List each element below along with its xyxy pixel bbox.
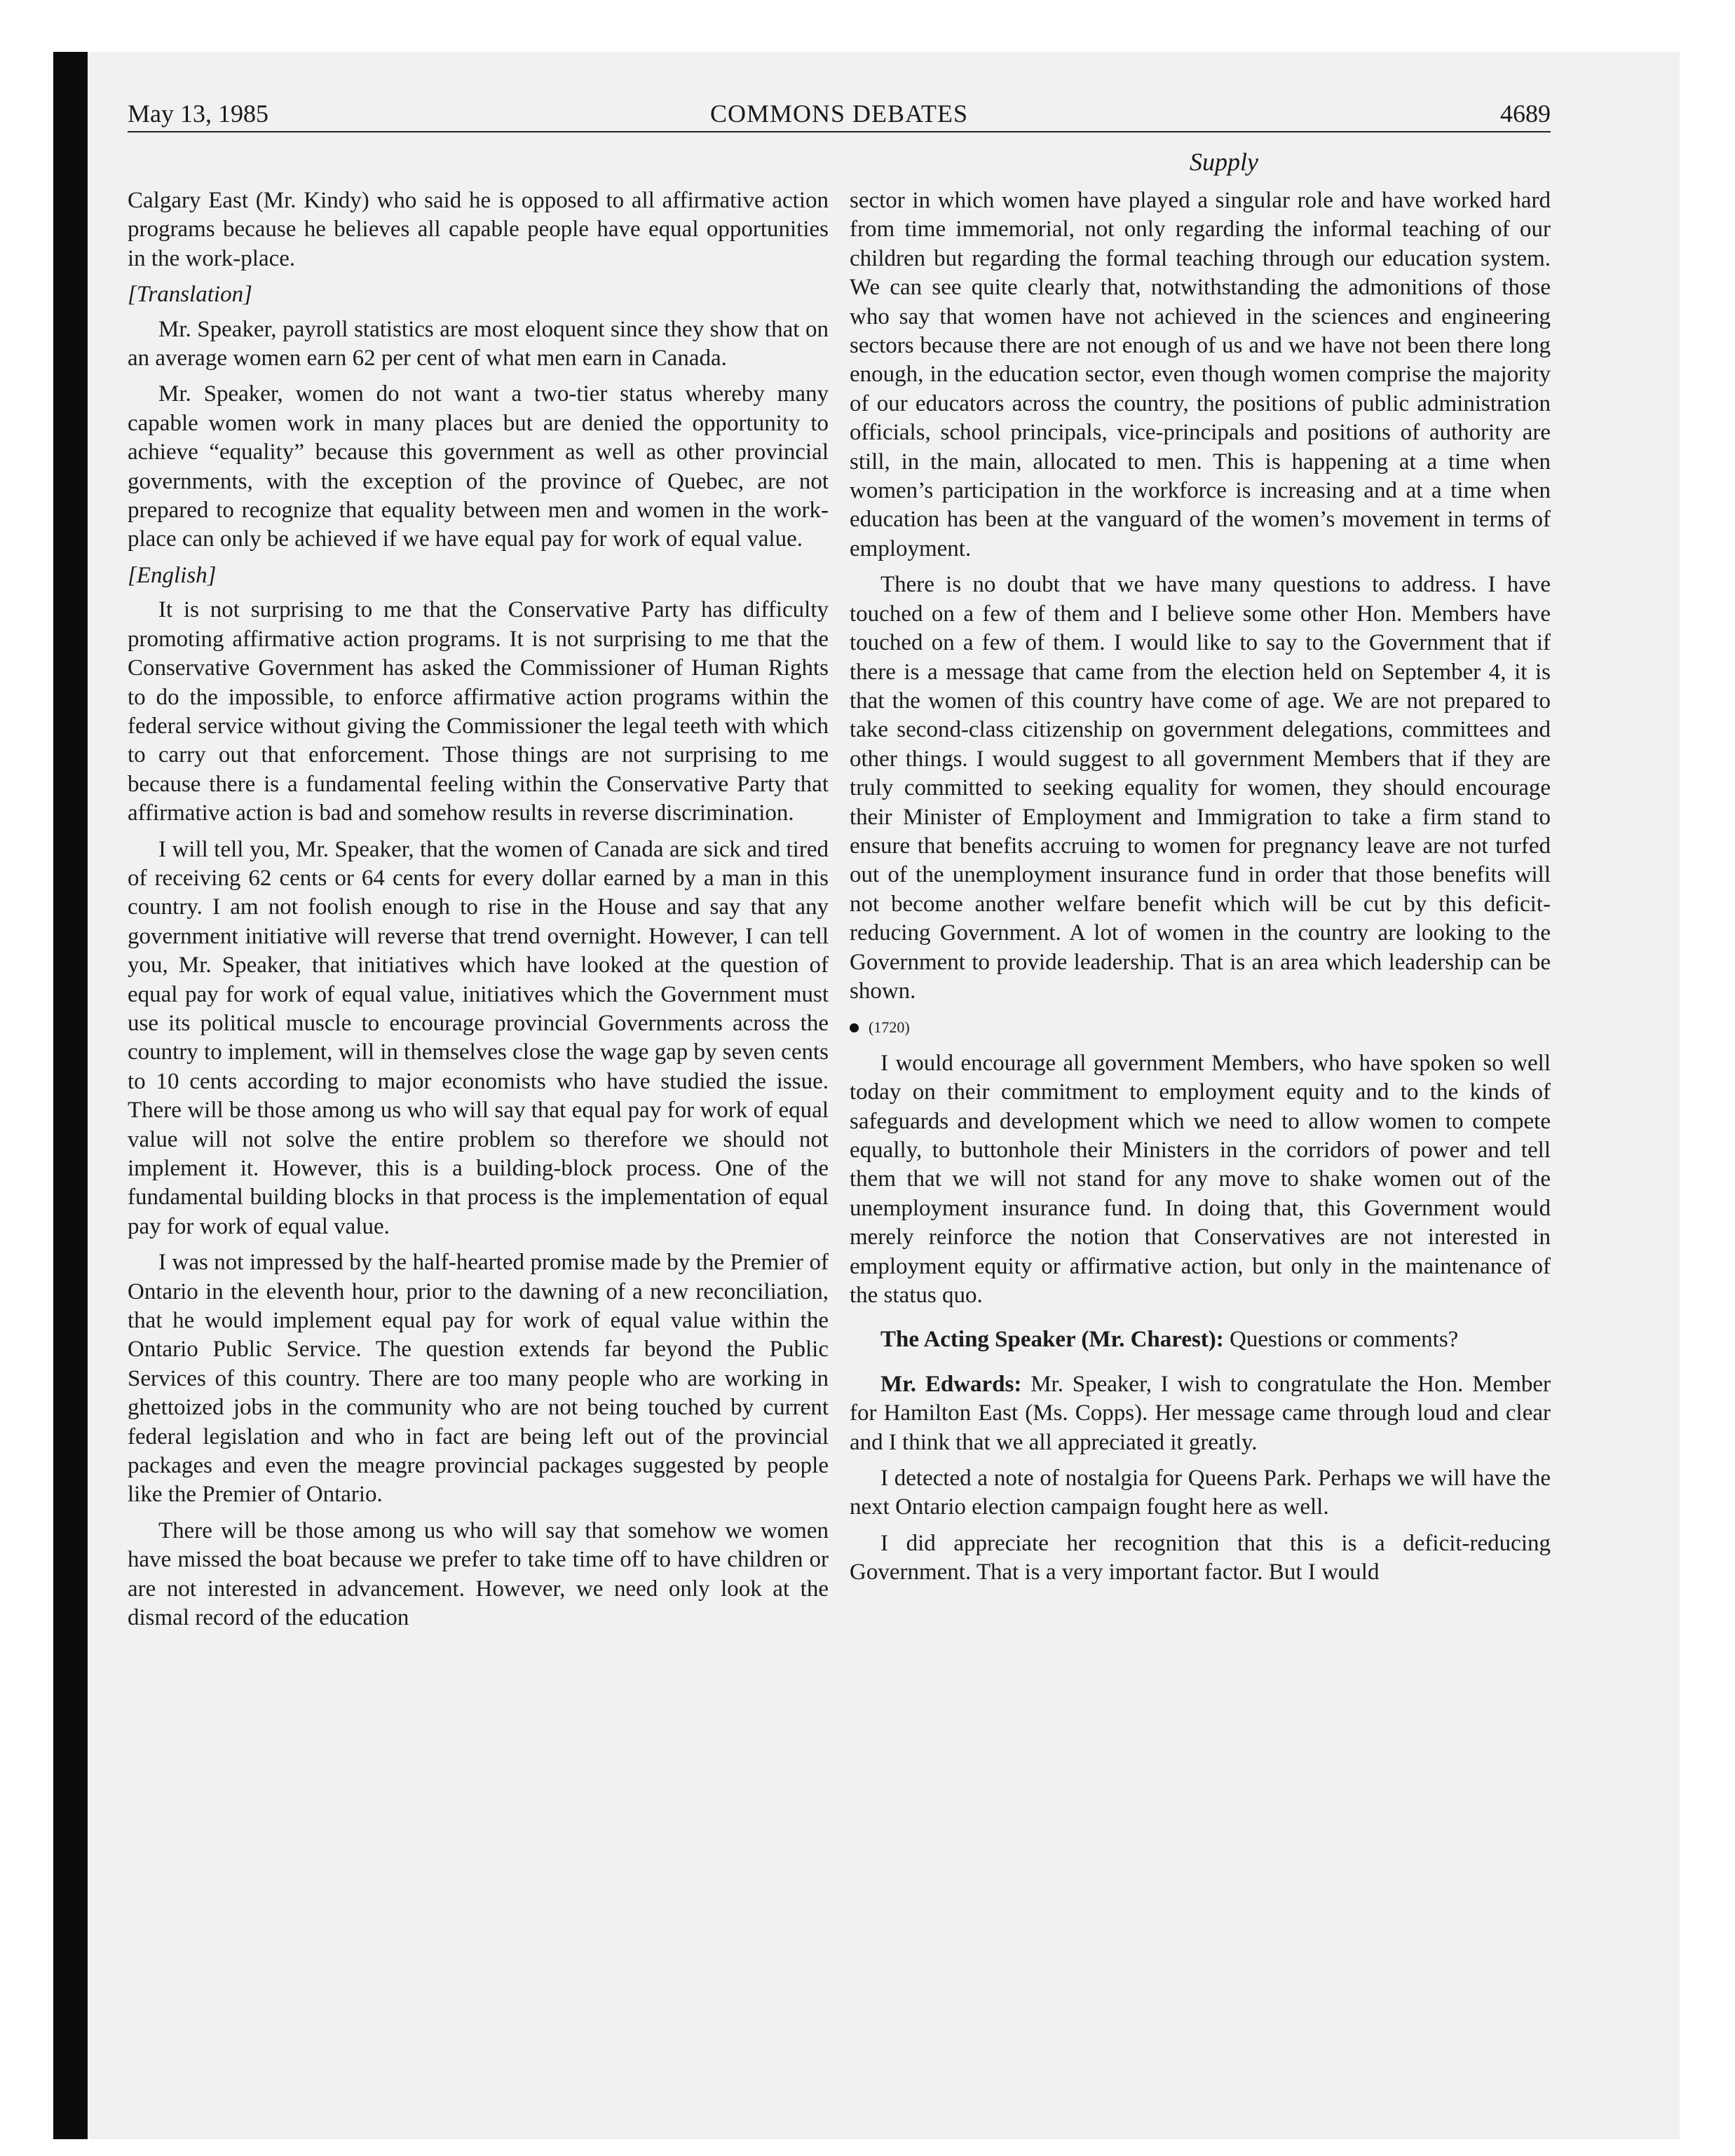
paragraph: Mr. Speaker, payroll statistics are most eloquent since they show that on an average women earn 62 per cent of what men earn in Canada. <box>128 316 829 371</box>
speech-text: Questions or comments? <box>1223 1327 1459 1353</box>
paragraph: Mr. Speaker, women do not want a two-tier status whereby many capable women work in many places but are denied the opportunity to achieve “equality” because this government as well as other provincial governments, with the exception of the province of Quebec, are not prepared to recognize that equality between men and women in the work-place can only be achieved if we have equal pay for work of equal value. <box>128 381 829 552</box>
paragraph: I will tell you, Mr. Speaker, that the women of Canada are sick and tired of receiving 62 cents or 64 cents for every dollar earned by a man in this country. I am not foolish enough to rise in the House and say that any government initiative will reverse that trend overnight. However, I can tell you, Mr. Speaker, that initiatives which have looked at the question of equal pay for work of equal value, initiatives which the Government must use its political muscle to encourage provincial Governments across the country to implement, will in themselves close the wage gap by seven cents to 10 cents according to major economists who have studied the issue. There will be those among us who will say that equal pay for work of equal value will not solve the entire problem so therefore we should not implement it. However, this is a building-block process. One of the fundamental building blocks in that process is the implementation of equal pay for work of equal value. <box>128 836 829 1239</box>
page-header <box>128 97 1551 130</box>
header-rule <box>128 131 1551 132</box>
paragraph: I would encourage all government Members, who have spoken so well today on their commitment to employment equity and to the kinds of safeguards and development which we need to allow women to compete equally, to buttonhole their Ministers in the corridors of power and tell them that we will not stand for any move to shake women out of the unemployment insurance fund. In doing that, this Government would merely reinforce the notion that Conservatives are not interested in employment equity or affirmative action, but only in the maintenance of the status quo. <box>850 1050 1551 1309</box>
speaker-name: The Acting Speaker (Mr. Charest): <box>880 1327 1224 1353</box>
header-page-number: 4689 <box>1500 100 1551 128</box>
left-column <box>128 186 829 1640</box>
paragraph: Calgary East (Mr. Kindy) who said he is opposed to all affirmative action programs because he believes all capable people have equal opportunities in the work-place. <box>128 188 829 271</box>
paragraph: sector in which women have played a singular role and have worked hard from time immemorial, not only regarding the informal teaching of our children but regarding the formal teaching through our education system. We can see quite clearly that, notwithstanding the admonitions of those who say that women have not achieved in the sciences and engineering sectors because there are not enough of us and we have not been there long enough, in the education sector, even though women comprise the majority of our educators across the country, the positions of public administration officials, school principals, vice-principals and positions of authority are still, in the main, allocated to men. This is happening at a time when women’s participation in the workforce is increasing and at a time when education has been at the vanguard of the women’s movement in terms of employment. <box>850 188 1551 561</box>
header-title: COMMONS DEBATES <box>709 100 969 128</box>
speech <box>850 1370 1551 1457</box>
paragraph: There is no doubt that we have many questions to address. I have touched on a few of them and I believe some other Hon. Members have touched on a few of them. I would like to say to the Government that if there is a message that came from the election held on September 4, it is that the women of this country have come of age. We are not prepared to take second-class citizenship on government delegations, committees and other things. I would suggest to all government Members that if they are truly committed to seeking equality for women, they should encourage their Minister of Employment and Immigration to take a firm stand to ensure that benefits accruing to women for pregnancy leave are not turfed out of the unemployment insurance fund in order that those benefits will not become another welfare benefit which will be cut by this deficit-reducing Government. A lot of women in the country are looking to the Government to provide leadership. That is an area which leadership can be shown. <box>850 572 1551 1004</box>
right-column <box>850 186 1551 1595</box>
timestamp <box>850 1013 1551 1042</box>
language-tag: [Translation] <box>128 282 252 308</box>
header-date: May 13, 1985 <box>128 100 268 128</box>
paragraph: I did appreciate her recognition that this is a deficit-reducing Government. That is a very important factor. But I would <box>850 1530 1551 1585</box>
language-tag: [English] <box>128 562 217 588</box>
paragraph: There will be those among us who will say that somehow we women have missed the boat because we prefer to take time off to have children or are not interested in advancement. However, we need only look at the dismal record of the education <box>128 1517 829 1631</box>
speech-text: Mr. Speaker, I wish to congratulate the Hon. Member for Hamilton East (Ms. Copps). Her message came through loud and clear and I think that we all appreciated it greatly. <box>850 1371 1551 1455</box>
timestamp-label: (1720) <box>869 1018 910 1037</box>
speech <box>850 1325 1551 1354</box>
section-title: Supply <box>1190 148 1258 176</box>
paragraph: I was not impressed by the half-hearted promise made by the Premier of Ontario in the eleventh hour, prior to the dawning of a new reconciliation, that he would implement equal pay for work of equal value within the Ontario Public Service. The question extends far beyond the Public Services of this country. There are too many people who are working in ghettoized jobs in the community who are not being touched by current federal legislation and who in fact are being left out of the provincial packages and even the meagre provincial packages suggested by people like the Premier of Ontario. <box>128 1250 829 1508</box>
paragraph: It is not surprising to me that the Conservative Party has difficulty promoting affirmative action programs. It is not surprising to me that the Conservative Government has asked the Commissioner of Human Rights to do the impossible, to enforce affirmative action programs within the federal service without giving the Commissioner the legal teeth with which to carry out that enforcement. Those things are not surprising to me because there is a fundamental feeling within the Conservative Party that affirmative action is bad and somehow results in reverse discrimination. <box>128 597 829 826</box>
paragraph: I detected a note of nostalgia for Queens Park. Perhaps we will have the next Ontario election campaign fought here as well. <box>850 1466 1551 1520</box>
speaker-name: Mr. Edwards: <box>880 1371 1022 1397</box>
bullet-icon <box>850 1023 859 1032</box>
binding-edge <box>53 52 88 2139</box>
